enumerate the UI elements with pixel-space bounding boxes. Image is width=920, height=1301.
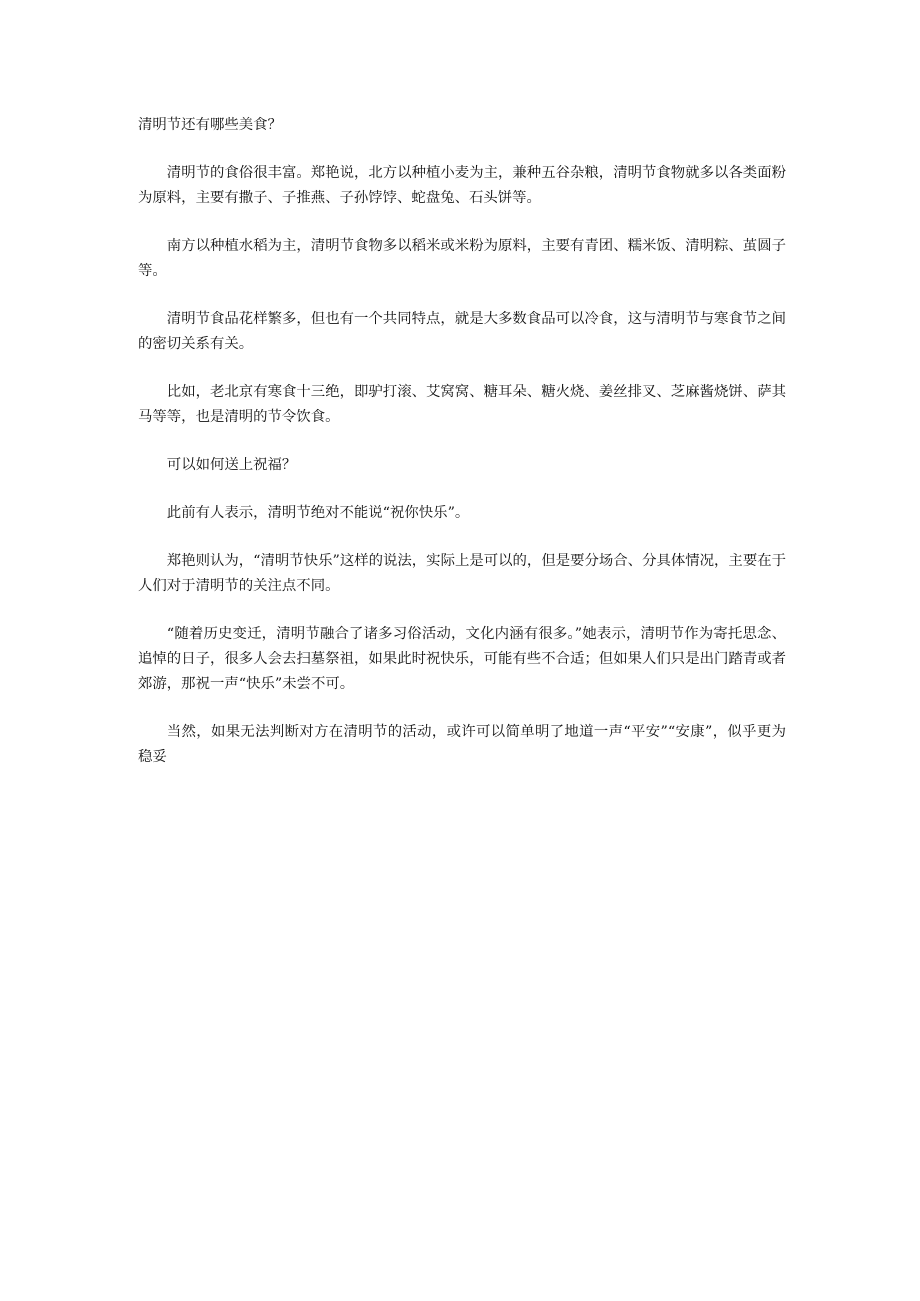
section-heading-greetings: 可以如何送上祝福？	[166, 457, 297, 473]
section-heading-food: 清明节还有哪些美食？	[138, 117, 282, 133]
paragraph: 郑艳则认为，“清明节快乐”这样的说法，实际上是可以的，但是要分场合、分具体情况，主要在于人们对于清明节的关注点不同。	[138, 553, 786, 594]
paragraph: 南方以种植水稻为主，清明节食物多以稻米或米粉为原料，主要有青团、糯米饭、清明粽、茧圆子等。	[138, 238, 786, 279]
paragraph: 此前有人表示，清明节绝对不能说“祝你快乐”。	[166, 505, 470, 521]
paragraph: 比如，老北京有寒食十三绝，即驴打滚、艾窝窝、糖耳朵、糖火烧、姜丝排叉、芝麻酱烧饼、萨其马等等，也是清明的节令饮食。	[138, 384, 786, 425]
paragraph: 清明节的食俗很丰富。郑艳说，北方以种植小麦为主，兼种五谷杂粮，清明节食物就多以各类面粉为原料，主要有撒子、子推燕、子孙饽饽、蛇盘兔、石头饼等。	[138, 165, 786, 206]
paragraph: “随着历史变迁，清明节融合了诸多习俗活动，文化内涵有很多。”她表示，清明节作为寄托思念、追悼的日子，很多人会去扫墓祭祖，如果此时祝快乐，可能有些不合适；但如果人们只是出门踏青或者郊游，那祝一声“快乐”未尝不可。	[138, 626, 786, 692]
paragraph: 清明节食品花样繁多，但也有一个共同特点，就是大多数食品可以冷食，这与清明节与寒食节之间的密切关系有关。	[138, 311, 786, 352]
document-page	[138, 113, 786, 793]
paragraph: 当然，如果无法判断对方在清明节的活动，或许可以简单明了地道一声“平安”“安康”，似乎更为稳妥	[138, 724, 786, 765]
